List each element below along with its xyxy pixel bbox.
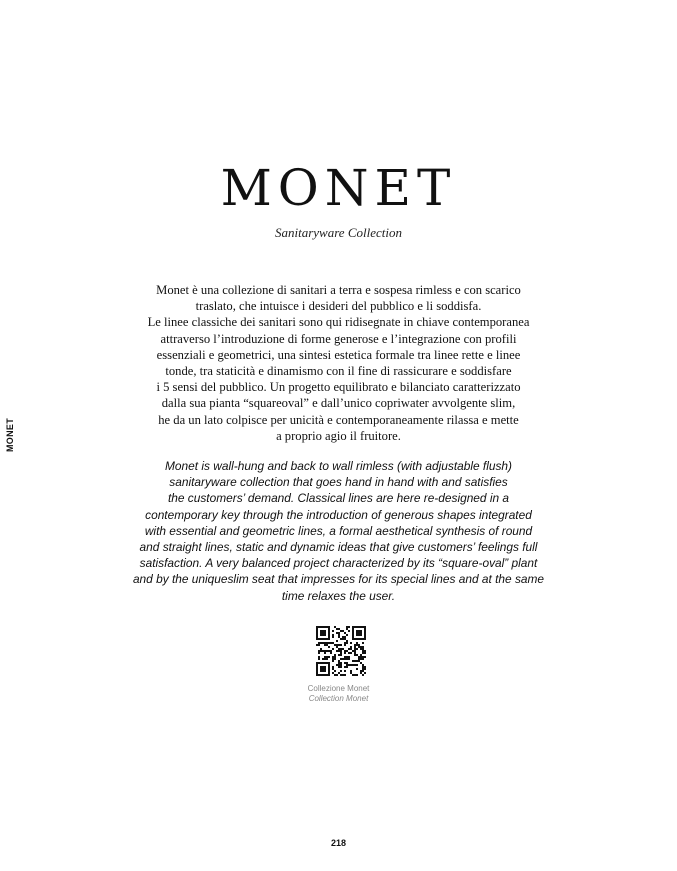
page-subtitle: Sanitaryware Collection	[275, 225, 402, 240]
description-line: sanitaryware collection that goes hand in hand with and satisfies	[169, 475, 508, 490]
description-line: and by the uniqueslim seat that impresses for its special lines and at the same	[132, 572, 545, 587]
description-line: i 5 sensi del pubblico. Un progetto equilibrato e bilanciato caratterizzato	[156, 380, 521, 395]
description-line: traslato, che intuisce i desideri del pubblico e li soddisfa.	[195, 299, 482, 314]
qr-caption-italian: Collezione Monet	[307, 684, 370, 693]
description-line: Monet è una collezione di sanitari a terra e sospesa rimless e con scarico	[156, 283, 521, 297]
description-line: time relaxes the user.	[281, 588, 396, 603]
description-line: contemporary key through the introduction of generous shapes integrated	[145, 507, 532, 522]
description-line: attraverso l’introduzione di forme generose e l’integrazione con profili	[160, 331, 517, 346]
description-line: he da un lato colpisce per unicità e contemporaneamente rilassa e mette	[158, 412, 519, 427]
description-line: Monet is wall-hung and back to wall rimless (with adjustable flush)	[165, 459, 512, 473]
description-line: the customers’ demand. Classical lines are here re-designed in a	[167, 491, 510, 506]
page-title: MONET	[220, 159, 457, 217]
description-line: a proprio agio il fruitore.	[276, 428, 401, 443]
description-italian	[120, 282, 557, 444]
description-line: dalla sua pianta “squareoval” e dall’unico copriwater avvolgente slim,	[161, 396, 516, 411]
description-line: essenziali e geometrici, una sintesi estetica formale tra linee rette e linee	[156, 347, 521, 362]
qr-caption-english: Collection Monet	[308, 694, 369, 703]
description-line: tonde, tra staticità e dinamismo con il fine di rassicurare e soddisfare	[165, 364, 512, 379]
description-line: and straight lines, static and dynamic ideas that give customers’ feelings full	[139, 540, 538, 555]
description-line: Le linee classiche dei sanitari sono qui ridisegnate in chiave contemporanea	[147, 315, 530, 330]
description-english	[116, 458, 561, 604]
qr-code-icon[interactable]	[316, 626, 366, 676]
description-line: with essential and geometric lines, a formal aesthetical synthesis of round	[144, 523, 533, 538]
page-number: 218	[330, 838, 347, 848]
qr-caption	[0, 684, 677, 704]
description-line: satisfaction. A very balanced project characterized by its “square-oval” plant	[139, 556, 538, 571]
side-section-label: MONET	[5, 418, 15, 452]
